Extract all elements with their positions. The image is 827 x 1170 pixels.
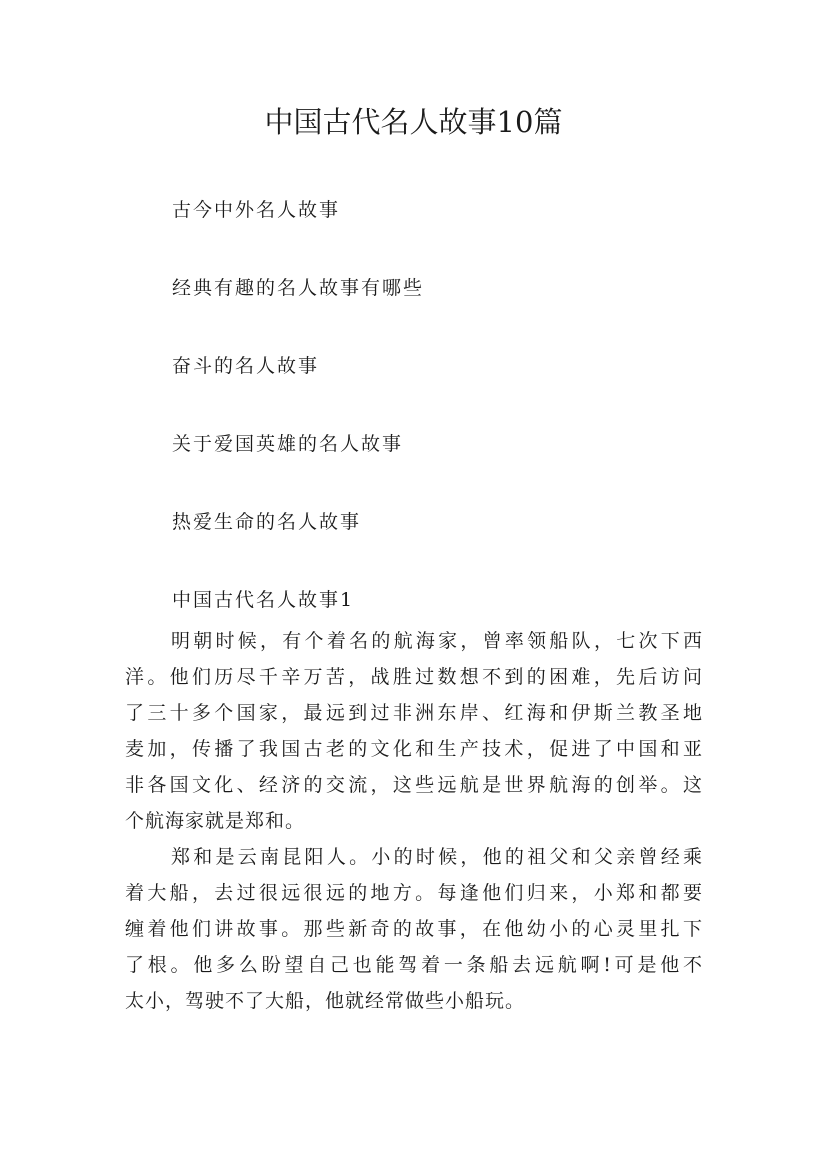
- text-line: 非各国文化、经济的交流，这些远航是世界航海的创举。这: [125, 774, 703, 796]
- text-line: 了根。他多么盼望自己也能驾着一条船去远航啊!可是他不: [125, 954, 703, 976]
- text-line: 个航海家就是郑和。: [125, 810, 306, 832]
- text-line: 洋。他们历尽千辛万苦，战胜过数想不到的困难，先后访问: [125, 666, 703, 688]
- text-line: 麦加，传播了我国古老的文化和生产技术，促进了中国和亚: [125, 738, 703, 760]
- list-item: 古今中外名人故事: [172, 199, 341, 221]
- text-line: 郑和是云南昆阳人。小的时候，他的祖父和父亲曾经乘: [171, 846, 703, 868]
- text-line: 了三十多个国家，最远到过非洲东岸、红海和伊斯兰教圣地: [125, 702, 703, 724]
- paragraph-1: [125, 623, 703, 839]
- story-body: [125, 623, 703, 1019]
- text-line: 明朝时候，有个着名的航海家，曾率领船队，七次下西: [171, 630, 703, 652]
- related-articles-list: [172, 195, 424, 585]
- list-item: 关于爱国英雄的名人故事: [172, 433, 404, 455]
- list-item: 热爱生命的名人故事: [172, 511, 362, 533]
- paragraph-2: [125, 839, 703, 1019]
- text-line: 着大船，去过很远很远的地方。每逢他们归来，小郑和都要: [125, 882, 703, 904]
- document-title: 中国古代名人故事10篇: [264, 105, 563, 139]
- text-line: 太小，驾驶不了大船，他就经常做些小船玩。: [125, 990, 526, 1012]
- section-heading: 中国古代名人故事1: [172, 589, 355, 611]
- list-item: 经典有趣的名人故事有哪些: [172, 277, 425, 299]
- list-item: 奋斗的名人故事: [172, 355, 320, 377]
- text-line: 缠着他们讲故事。那些新奇的故事，在他幼小的心灵里扎下: [125, 918, 703, 940]
